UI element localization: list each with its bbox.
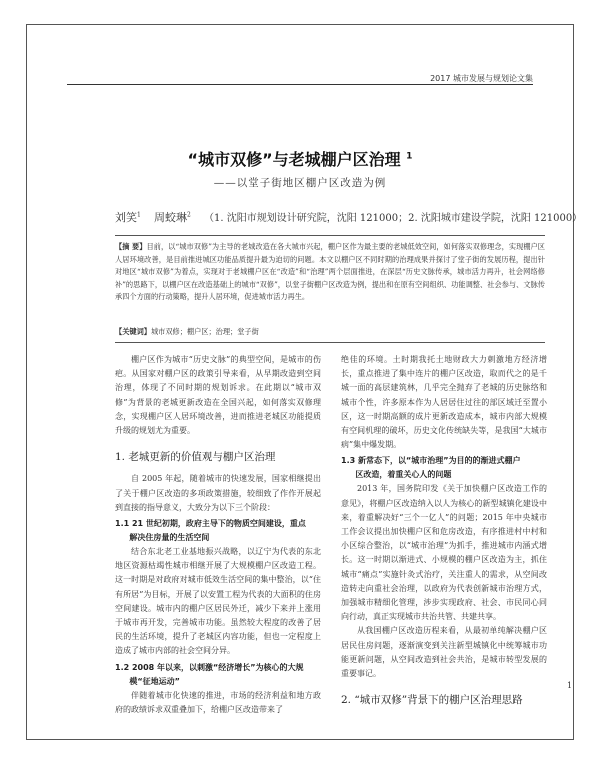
title-text: “城市双修”与老城棚户区治理 [187, 150, 401, 169]
section-2-heading: 2. “城市双修”背景下的棚户区治理思路 [341, 694, 523, 707]
body-column-left [115, 353, 321, 717]
affiliations: （1. 沈阳市规划设计研究院，沈阳 121000；2. 沈阳城市建设学院，沈阳 121000） [204, 213, 583, 224]
subsection-1-2-paragraph: 伴随着城市化快速的推进，市场的经济利益和地方政府的政绩诉求双重叠加下，给棚户区改造带来了 [115, 690, 321, 714]
abstract-box [115, 235, 545, 343]
section-1-heading: 1. 老城更新的价值观与棚户区治理 [115, 451, 276, 464]
abstract-label: 【摘 要】 [115, 242, 147, 251]
author-1: 刘笑$^1$ [115, 211, 141, 224]
subsection-1-2-heading: 1.2 2008 年以来，以刺激“经济增长”为核心的大规 模“征地运动” [115, 662, 304, 686]
abstract-top-rule [115, 235, 545, 236]
abstract-bottom-rule [115, 342, 545, 343]
document-page [26, 24, 583, 740]
keywords [115, 327, 545, 337]
abstract-text: 目前，以“城市双修”为主导的老城改造在各大城市兴起，棚户区作为最主要的老城低效空间，如何落实双修理念，实现棚户区人居环境改善，是目前推进城区功能品质提升最为迫切的问题。本文以棚户区不同时期的治理成果并探讨了堂子街的发展历程，提出针对地区“城市双修”为着点，实现对于老城棚户区在“改造”和“治理”两个层面推进，在深层“历史文脉传承，城市活力再升，社会网络修补”的思路下，以棚户区在改造基础上的城市“双修”，以堂子街棚户区改造为例，提出和在原有空间组织、功能调整、社会参与、文脉传承四个方面的行动策略，提升人居环境，促进城市活力再生。 [115, 242, 545, 302]
keywords-text: 城市双修；棚户区；治理；堂子街 [150, 327, 259, 336]
continued-paragraph: 绝佳的环境。土时期我托土地财政大力刺激地方经济增长，重点推进了集中连片的棚户区改造，取而代之的是千城一面的高层建筑林，几乎完全抛弃了老城的历史脉络和城市个性，许多原本作为人居居住过往的部区域迁至置小区，这一时期高额的成片更新改造成本，城市内部大规模有空间机理的破坏，历史文化传统缺失等，是我国“大城市病”集中爆发期。 [341, 355, 547, 450]
header-rule [67, 84, 533, 85]
keywords-label: 【关键词】 [115, 327, 151, 336]
abstract [115, 241, 545, 325]
subsection-1-3-heading: 1.3 新常态下，以“城市治理”为目的的渐进式棚户 区改造，着重关心人的问题 [341, 456, 521, 480]
subsection-1-1-paragraph: 结合东北老工业基地振兴战略，以辽宁为代表的东北地区资源枯竭性城市相继开展了大规模棚户区改造工程。这一时期是对政府对城市低效生活空间的集中整治，以“住有所居”为目标，开展了以安置工程为代表的大面积的住房空间建设。城市内的棚户区居民外迁，减少下来并上涨用于城市再开发，完善城市功能。虽然较大程度的改善了居民的生活环境，提升了老城区内容功能，但也一定程度上造成了城市内部的社会空间分异。 [115, 547, 321, 656]
title-footnote-mark: 1 [406, 151, 413, 162]
running-title: 2017 城市发展与规划论文集 [430, 74, 533, 83]
subsection-1-1-heading: 1.1 21 世纪初期，政府主导下的物质空间建设，重点 解决住房量的生活空间 [115, 519, 306, 543]
paper-title [27, 147, 573, 170]
paper-subtitle: ——以堂子街地区棚户区改造为例 [213, 177, 387, 189]
page-number: 1 [567, 681, 573, 690]
running-header [27, 73, 573, 85]
section-1-paragraph: 自 2005 年起，随着城市的快速发展，国家相继提出了关于棚户区改造的多项政策措施，较细致了作作开展起到直接的指导意义，大致分为以下三个阶段： [115, 474, 321, 512]
body-column-right [341, 353, 547, 715]
author-2: 周蛟琳$^2$ [154, 211, 191, 224]
subsection-1-3-paragraph: 2013 年，国务院印发《关于加快棚户区改造工作的意见》，将棚户区改造纳入以人为核心的新型城镇化建设中来，着重解决好“三个一亿人”的问题；2015 年中央城市工作会议提出加快棚户区和危房改造，有序推进村中村和小区综合整治，以“城市治理”为抓手，推进城市内涵式增长。这一时期以渐进式、小规模的棚户区改造为主，抓住城市“痛点”实施针灸式治疗，关注重人的需求，从空间改造转走向重社会治理，以政府为代表创新城市治理方式，加强城市精细化管理，涉步实现政府、社会、市民同心同向行动，真正实现城市共治共管、共建共享。 [341, 484, 547, 622]
subsection-1-3-paragraph-2: 从我国棚户区改造历程来看，从最初单纯解决棚户区居民住房问题，逐渐演变到关注新型城镇化中统筹城市功能更新问题，从空间改造到社会共治，是城市转型发展的重要事记。 [341, 626, 547, 679]
author-line [115, 209, 582, 225]
intro-paragraph: 棚户区作为城市“历史文脉”的典型空间，是城市的伤疤。从国家对棚户区的政策引导来看，从早期改造到空间治理，体现了不同时期的规划诉求。在此期以“城市双修”为背景的老城更新改造在全国兴起，如何落实双修理念，实现棚户区人居环境改善，进而推进老城区功能提质升级的规划尤为重要。 [115, 355, 321, 436]
